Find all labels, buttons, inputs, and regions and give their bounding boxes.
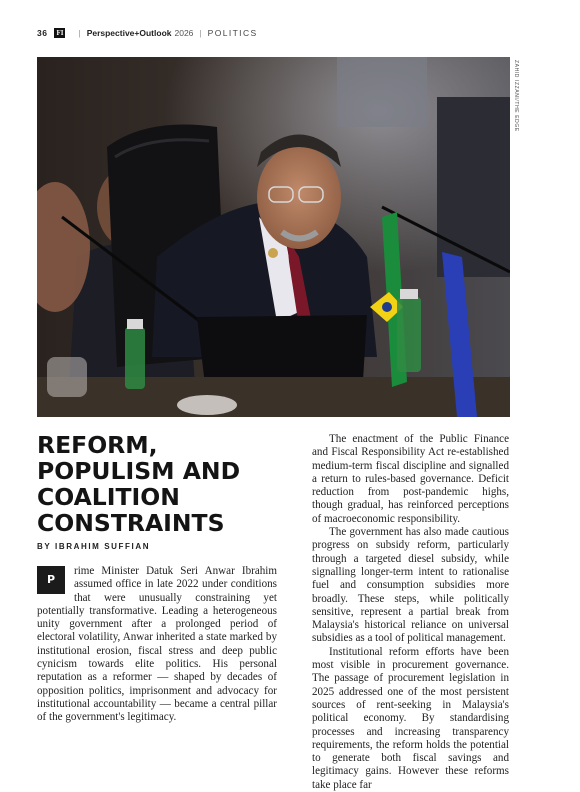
drop-cap: P (37, 566, 65, 594)
header-divider: | (78, 28, 81, 38)
publication-logo: FI (56, 29, 64, 37)
article-paragraph: The government has also made cautious progress on subsidy reform, particularly through a targeted diesel subsidy, while signalling longer-term intent to rationalise fuel and consumption subsidies more broadly. These steps, while politically sensitive, represent a partial break from Malaysia's historical reliance on universal subsidies as a tool of political management. (312, 526, 509, 645)
article-paragraph (37, 565, 277, 725)
article-column-2 (312, 433, 509, 792)
section-label: POLITICS (207, 28, 258, 38)
article-title: REFORM, POPULISM AND COALITION CONSTRAINTS (37, 431, 241, 537)
page-number: 36 (37, 28, 48, 38)
article-byline: BY IBRAHIM SUFFIAN (37, 542, 151, 551)
photo-credit (510, 60, 520, 180)
photo-illustration (37, 57, 510, 417)
article-paragraph: Institutional reform efforts have been most visible in procurement governance. The passage of procurement legislation in 2025 addressed one of the most persistent sources of rent-seeking in Malaysia's political economy. By standardising processes and increasing transparency requirements, the reform holds the potential to generate both fiscal savings and legitimacy gains. However these reforms take place far (312, 645, 509, 791)
page-header (37, 26, 258, 40)
article-paragraph: The enactment of the Public Finance and Fiscal Responsibility Act re-established medium-term fiscal discipline and signalled a return to rules-based governance. Deficit reduction from post-pandemic highs, though gradual, has reinforced perceptions of macroeconomic responsibility. (312, 433, 509, 525)
article-photo (37, 57, 510, 417)
article-column-1 (37, 565, 277, 725)
header-divider: | (199, 28, 202, 38)
publication-name: Perspective+Outlook (86, 28, 172, 38)
publication-year: 2026 (174, 28, 194, 38)
photo-credit-text: ZAHID IZZANI/THE EDGE (513, 60, 519, 132)
paragraph-text: rime Minister Datuk Seri Anwar Ibrahim assumed office in late 2022 under conditions that were unusually constraining yet potentially transformative. Leading a heterogeneous unity government after a prolonged period of electoral volatility, Anwar inherited a state marked by institutional erosion, fiscal stress and deep public cynicism towards elite politics. His personal reputation as a reformer — shaped by decades of opposition politics, imprisonment and advocacy for institutional accountability — became a central pillar of the government's legitimacy. (37, 565, 277, 724)
